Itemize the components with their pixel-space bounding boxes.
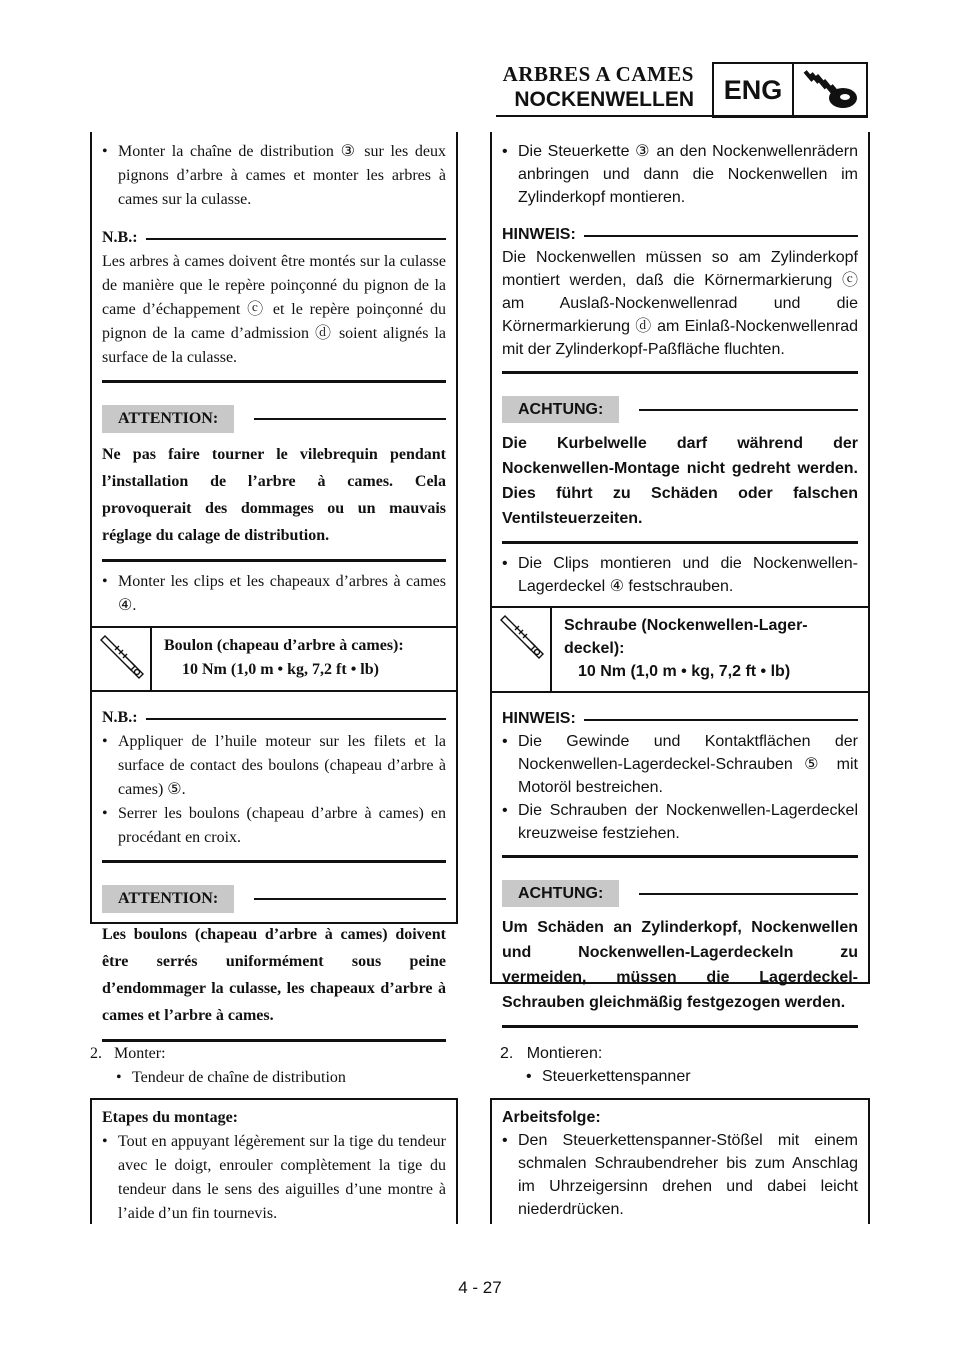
note-bullet: • Appliquer de l’huile moteur sur les filets et la surface de contact des boulons (chapeau d’arbre à cames) ⑤. xyxy=(102,730,446,802)
note-text: Die Nockenwellen müssen so am Zylinderkopf montiert werden, daß die Körnermarkierung ⓒ am Auslaß-Nockenwellenrad und die Körnermarkierung ⓓ am Einlaß-Nockenwellenrad mit der Zylinderkopf-Paßfläche fluchten. xyxy=(502,249,858,358)
caution-text: Um Schäden an Zylinderkopf, Nockenwellen und Nockenwellen-Lagerdeckeln zu vermeiden, müssen die Lagerdeckel-Schrauben gleichmäßig festgezogen werden. xyxy=(502,919,858,1011)
note-bullet: • Die Gewinde und Kontaktflächen der Nockenwellen-Lagerdeckel-Schrauben ⑤ mit Motoröl bestreichen. xyxy=(502,730,858,799)
note-end-rule xyxy=(102,380,446,383)
instruction-bullet: • Die Clips montieren und die Nockenwellen-Lagerdeckel ④ festschrauben. xyxy=(502,552,858,598)
instruction-bullet: • Monter les clips et les chapeaux d’arbres à cames ④. xyxy=(102,570,446,618)
step-heading-fr xyxy=(90,1042,458,1090)
section-title-fr: ARBRES A CAMES xyxy=(502,62,694,86)
torque-wrench-icon xyxy=(492,608,552,691)
note-end-rule xyxy=(502,371,858,374)
caution-label: ATTENTION: xyxy=(102,885,234,913)
note-bullet: • Die Schrauben der Nockenwellen-Lagerdeckel kreuzweise festziehen. xyxy=(502,799,858,845)
step-heading-de xyxy=(500,1042,870,1088)
step-verb: Monter: xyxy=(114,1045,166,1062)
torque-label-cont: deckel): xyxy=(564,640,625,657)
note-header xyxy=(502,223,858,246)
torque-value: 10 Nm (1,0 m • kg, 7,2 ft • lb) xyxy=(182,661,379,678)
caution-header xyxy=(502,396,858,423)
step-item: • Steuerkettenspanner xyxy=(526,1065,870,1088)
note-end-rule xyxy=(102,860,446,863)
caution-text: Ne pas faire tourner le vilebrequin pendant l’installation de l’arbre à cames. Cela provoquerait des dommages ou un mauvais réglage du calage de distribution. xyxy=(102,446,446,544)
note-label: HINWEIS: xyxy=(502,710,576,727)
note-label: N.B.: xyxy=(102,229,138,246)
caution-text: Les boulons (chapeau d’arbre à cames) doivent être serrés uniformément sous peine d’endommager la culasse, les chapeaux d’arbre à cames et l’arbre à cames. xyxy=(102,926,446,1024)
instruction-bullet: • Die Steuerkette ③ an den Nockenwellenrädern anbringen und dann die Nockenwellen im Zylinderkopf montieren. xyxy=(502,140,858,209)
caution-label: ACHTUNG: xyxy=(502,396,619,423)
note-text: Les arbres à cames doivent être montés sur la culasse de manière que le repère poinçonné du pignon de la came d’échappement ⓒ et le repère poinçonné du pignon de la came d’admission ⓓ soient alignés la surface de la culasse. xyxy=(102,253,446,366)
section-badge xyxy=(712,62,868,118)
section-title-de: NOCKENWELLEN xyxy=(514,88,694,111)
step-item: • Tendeur de chaîne de distribution xyxy=(116,1066,458,1090)
torque-label: Schraube (Nockenwellen-Lager- xyxy=(564,617,808,634)
note-end-rule xyxy=(502,855,858,858)
right-column xyxy=(490,132,870,1011)
procedure-bullet: • Den Steuerkettenspanner-Stößel mit einem schmalen Schraubendreher bis zum Anschlag im Uhrzeigersinn drehen und dabei leicht niederdrücken. xyxy=(502,1129,858,1221)
torque-label: Boulon (chapeau d’arbre à cames): xyxy=(164,637,404,654)
caution-end-rule xyxy=(102,559,446,562)
caution-header xyxy=(102,405,446,433)
caution-label: ATTENTION: xyxy=(102,405,234,433)
caution-end-rule xyxy=(502,1025,858,1028)
camshaft-icon xyxy=(794,64,866,116)
torque-spec xyxy=(492,606,868,693)
note-header xyxy=(502,707,858,730)
caution-header xyxy=(502,880,858,907)
torque-spec xyxy=(92,626,456,692)
torque-value: 10 Nm (1,0 m • kg, 7,2 ft • lb) xyxy=(578,663,791,680)
page-number: 4 - 27 xyxy=(458,1278,502,1297)
procedure-title: Etapes du montage: xyxy=(102,1109,239,1126)
caution-end-rule xyxy=(502,541,858,544)
note-label: HINWEIS: xyxy=(502,226,576,243)
section-label: ENG xyxy=(714,64,794,116)
note-header xyxy=(102,226,446,250)
left-column xyxy=(90,132,458,1024)
note-bullet: • Serrer les boulons (chapeau d’arbre à cames) en procédant en croix. xyxy=(102,802,446,850)
procedure-bullet: • Tout en appuyant légèrement sur la tige du tendeur avec le doigt, enrouler complètement la tige du tendeur dans le sens des aiguilles d’une montre à l’aide d’un fin tournevis. xyxy=(102,1130,446,1226)
step-number: 2. xyxy=(500,1045,514,1062)
procedure-box-de xyxy=(490,1098,870,1224)
caution-text: Die Kurbelwelle darf während der Nockenwellen-Montage nicht gedreht werden. Dies führt zu Schäden oder falschen Ventilsteuerzeiten. xyxy=(502,435,858,527)
step-number: 2. xyxy=(90,1045,102,1062)
note-header xyxy=(102,706,446,730)
step-verb: Montieren: xyxy=(526,1045,603,1062)
caution-header xyxy=(102,885,446,913)
instruction-bullet: • Monter la chaîne de distribution ③ sur les deux pignons d’arbre à cames et monter les arbres à cames sur la culasse. xyxy=(102,140,446,212)
procedure-title: Arbeitsfolge: xyxy=(502,1109,601,1126)
procedure-box-fr xyxy=(90,1098,458,1224)
torque-wrench-icon xyxy=(92,628,152,690)
note-label: N.B.: xyxy=(102,709,138,726)
caution-label: ACHTUNG: xyxy=(502,880,619,907)
